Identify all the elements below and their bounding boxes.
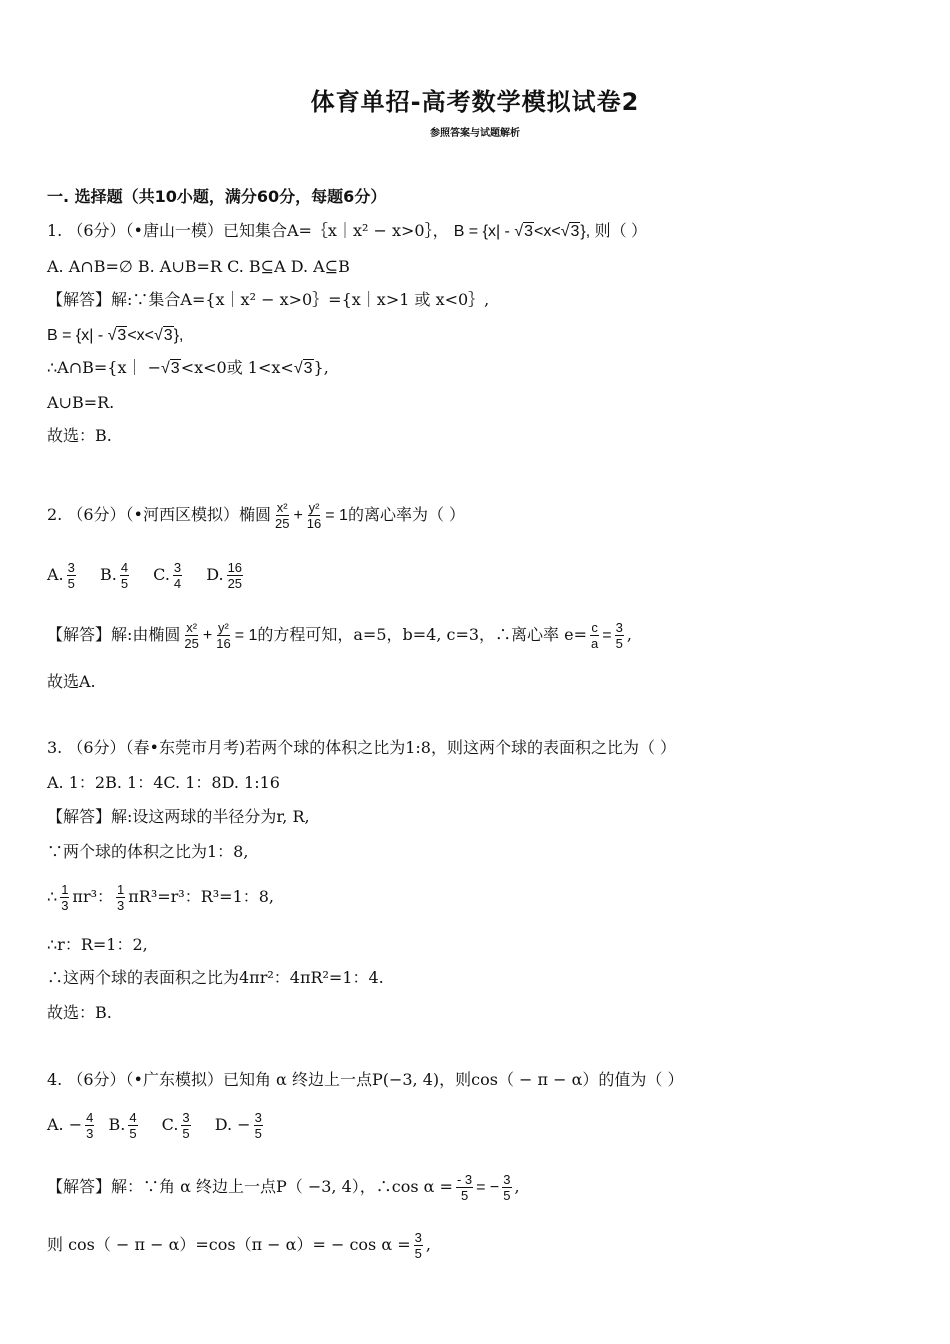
- q1-sqrt-1: 3: [524, 223, 533, 240]
- q4-ans1-den2: 5: [503, 1188, 511, 1203]
- q1-ans3-sqrt-1: 3: [170, 360, 180, 377]
- q4-ans1-den1: 5: [460, 1188, 469, 1203]
- q2-ans-c-den: a: [591, 636, 599, 651]
- q4-opt-b-num: 4: [129, 1110, 137, 1125]
- q3-frac2-num: 1: [117, 882, 125, 897]
- q2-stem-text: 2. （6分）（•河西区模拟）椭圆: [47, 505, 271, 524]
- q4-opt-b-den: 5: [129, 1126, 137, 1141]
- page-subtitle: 参照答案与试题解析: [430, 128, 520, 139]
- q3-frac2-den: 3: [117, 898, 125, 913]
- q1-choice: 故选：B.: [47, 426, 112, 445]
- q4-ans1-mid: = −: [476, 1179, 500, 1196]
- q2-answer: [47, 620, 632, 651]
- q2-opt-d-den: 25: [227, 576, 243, 591]
- q2-ans-frac2-den: 16: [216, 636, 231, 651]
- q4-option-a: A. −: [47, 1115, 83, 1134]
- q1-ans3-end: },: [313, 358, 329, 377]
- q3-ans3-mid: πr³：: [72, 887, 114, 906]
- q2-option-a: A.: [47, 565, 64, 584]
- q3-frac1-den: 3: [61, 898, 69, 913]
- q1-answer-line-4: A∪B=R.: [47, 393, 115, 412]
- fraction: [181, 1110, 190, 1141]
- q2-stem-end: 的离心率为（ ）: [347, 505, 466, 524]
- q1-stem-end: }, 则（ ）: [580, 223, 648, 240]
- q4-answer-line-2: [47, 1230, 431, 1261]
- q2-option-c: C.: [153, 565, 170, 584]
- q2-ans-eq: = 1: [234, 627, 258, 644]
- q2-option-b: B.: [99, 565, 117, 584]
- q1-stem: [47, 221, 647, 242]
- q1-lt: <x<: [534, 223, 561, 240]
- q2-frac1-den: 25: [274, 516, 290, 531]
- q3-answer-line-2: ∵两个球的体积之比为1：8,: [47, 842, 249, 861]
- fraction: [215, 620, 231, 651]
- q2-opt-b-num: 4: [120, 560, 129, 575]
- q1-sqrt-2: 3: [570, 223, 580, 240]
- q1-ans3-mid: <x<0或 1<x<: [180, 358, 294, 377]
- q1-ans3-start: ∴A∩B={x｜ −: [47, 358, 162, 377]
- q4-stem: 4. （6分）（•广东模拟）已知角 α 终边上一点P(−3, 4)，则cos（ − π − α）的值为（ ）: [47, 1070, 684, 1089]
- q4-option-c: C.: [161, 1115, 179, 1134]
- q2-opt-a-den: 5: [67, 576, 75, 591]
- q4-opt-d-num: 3: [254, 1110, 262, 1125]
- fraction: [116, 882, 125, 913]
- q2-ans-plus: +: [202, 627, 213, 644]
- sqrt-symbol: √3: [107, 327, 127, 344]
- q1-ans2-lt: <x<: [127, 327, 154, 344]
- fraction: [173, 560, 182, 591]
- fraction: [456, 1172, 473, 1203]
- q1-ans2-end: },: [173, 327, 184, 344]
- q2-frac2-den: 16: [306, 516, 322, 531]
- fraction: [183, 620, 199, 651]
- q4-ans1-start: 【解答】解：∵角 α 终边上一点P（ −3, 4），∴cos α =: [47, 1177, 453, 1196]
- q2-frac1-num: x²: [276, 500, 288, 515]
- q4-opt-c-num: 3: [182, 1110, 190, 1125]
- q2-ans-frac2-num: y²: [218, 620, 229, 635]
- fraction: [128, 1110, 137, 1141]
- q1-ans2-sqrt-1: 3: [117, 327, 127, 344]
- q3-answer-line-1: 【解答】解:设这两球的半径分为r, R,: [47, 807, 310, 826]
- q2-ans-c-num: c: [591, 620, 598, 635]
- fraction: [414, 1230, 423, 1261]
- q2-ans-frac1-num: x²: [186, 620, 198, 635]
- page-title: 体育单招-高考数学模拟试卷2: [310, 88, 640, 116]
- q4-ans1-end: ,: [514, 1177, 520, 1196]
- q2-opt-c-num: 3: [173, 560, 182, 575]
- q2-opt-a-num: 3: [67, 560, 75, 575]
- q4-ans2-den: 5: [414, 1246, 422, 1261]
- q1-set-b-start: B = {x| -: [453, 223, 515, 240]
- q2-eq: = 1: [325, 507, 348, 524]
- q2-plus: +: [293, 507, 303, 524]
- q2-opt-d-num: 16: [227, 560, 243, 575]
- fraction: [274, 500, 290, 531]
- section-heading: 一. 选择题（共10小题，满分60分，每题6分）: [47, 187, 387, 206]
- q2-frac2-num: y²: [308, 500, 320, 515]
- fraction: [120, 560, 129, 591]
- q2-answer-start: 【解答】解:由椭圆: [47, 625, 181, 644]
- q1-ans3-sqrt-2: 3: [303, 360, 313, 377]
- fraction: [254, 1110, 263, 1141]
- sqrt-symbol: √3: [161, 360, 180, 377]
- fraction: [227, 560, 243, 591]
- q1-answer-line-2: [47, 326, 183, 346]
- q1-ans2-start: B = {x| -: [47, 327, 108, 344]
- q2-ans-d-den: 5: [615, 636, 623, 651]
- fraction: [60, 882, 69, 913]
- q4-opt-c-den: 5: [182, 1126, 190, 1141]
- q4-opt-a-num: 4: [86, 1110, 94, 1125]
- q3-choice: 故选：B.: [47, 1003, 112, 1022]
- q4-answer-line-1: [47, 1172, 520, 1203]
- q3-ans3-end: πR³=r³：R³=1：8,: [128, 887, 275, 906]
- q4-opt-d-den: 5: [254, 1126, 262, 1141]
- q4-ans2-start: 则 cos（ − π − α）=cos（π − α）= − cos α =: [47, 1235, 411, 1254]
- fraction: [67, 560, 76, 591]
- sqrt-symbol: √3: [154, 327, 173, 344]
- q4-options: [47, 1110, 266, 1141]
- q2-ans-equals: =: [602, 627, 612, 644]
- fraction: [306, 500, 322, 531]
- q3-answer-line-4: ∴r：R=1：2,: [47, 935, 148, 954]
- fraction: [615, 620, 624, 651]
- q1-answer-line-3: [47, 358, 329, 379]
- q2-answer-end: ,: [626, 625, 632, 644]
- q1-set-b: [454, 222, 647, 240]
- sqrt-symbol: √3: [293, 360, 313, 377]
- q4-option-b: B.: [108, 1115, 126, 1134]
- q1-answer-line-1: 【解答】解:∵集合A={x｜x² − x>0｝={x｜x>1 或 x<0｝,: [47, 290, 490, 309]
- sqrt-symbol: √3: [514, 223, 533, 240]
- q2-options: [47, 560, 246, 591]
- sqrt-symbol: √3: [560, 223, 580, 240]
- q1-stem-text: 1. （6分）（•唐山一模）已知集合A=｛x｜x² − x>0｝，: [47, 221, 449, 240]
- q2-opt-b-den: 5: [120, 576, 129, 591]
- q1-ans2-sqrt-2: 3: [163, 327, 173, 344]
- q2-ans-frac1-den: 25: [184, 636, 199, 651]
- q2-stem: [47, 500, 465, 531]
- fraction: [85, 1110, 94, 1141]
- q3-frac1-num: 1: [61, 882, 69, 897]
- q1-options: A. A∩B=∅ B. A∪B=R C. B⊆A D. A⊆B: [47, 257, 350, 276]
- q3-stem: 3. （6分）（春•东莞市月考)若两个球的体积之比为1:8，则这两个球的表面积之比为（ ）: [47, 738, 677, 757]
- q3-answer-line-3: [47, 882, 274, 913]
- fraction: [502, 1172, 511, 1203]
- q2-answer-mid: 的方程可知，a=5，b=4, c=3，∴离心率 e=: [257, 625, 588, 644]
- fraction: [590, 620, 599, 651]
- q2-opt-c-den: 4: [173, 576, 182, 591]
- q2-ans-d-num: 3: [615, 620, 623, 635]
- q4-opt-a-den: 3: [86, 1126, 94, 1141]
- q4-ans2-num: 3: [414, 1230, 422, 1245]
- q4-ans1-num2: 3: [503, 1172, 511, 1187]
- q3-options: A. 1：2B. 1：4C. 1：8D. 1:16: [47, 773, 280, 792]
- q2-option-d: D.: [206, 565, 224, 584]
- q4-ans1-num1: - 3: [456, 1172, 473, 1187]
- q3-ans3-start: ∴: [47, 887, 58, 906]
- q4-option-d: D. −: [214, 1115, 251, 1134]
- q2-choice: 故选A.: [47, 672, 96, 691]
- q4-ans2-end: ,: [425, 1235, 431, 1254]
- q3-answer-line-5: ∴这两个球的表面积之比为4πr²：4πR²=1：4.: [47, 968, 384, 987]
